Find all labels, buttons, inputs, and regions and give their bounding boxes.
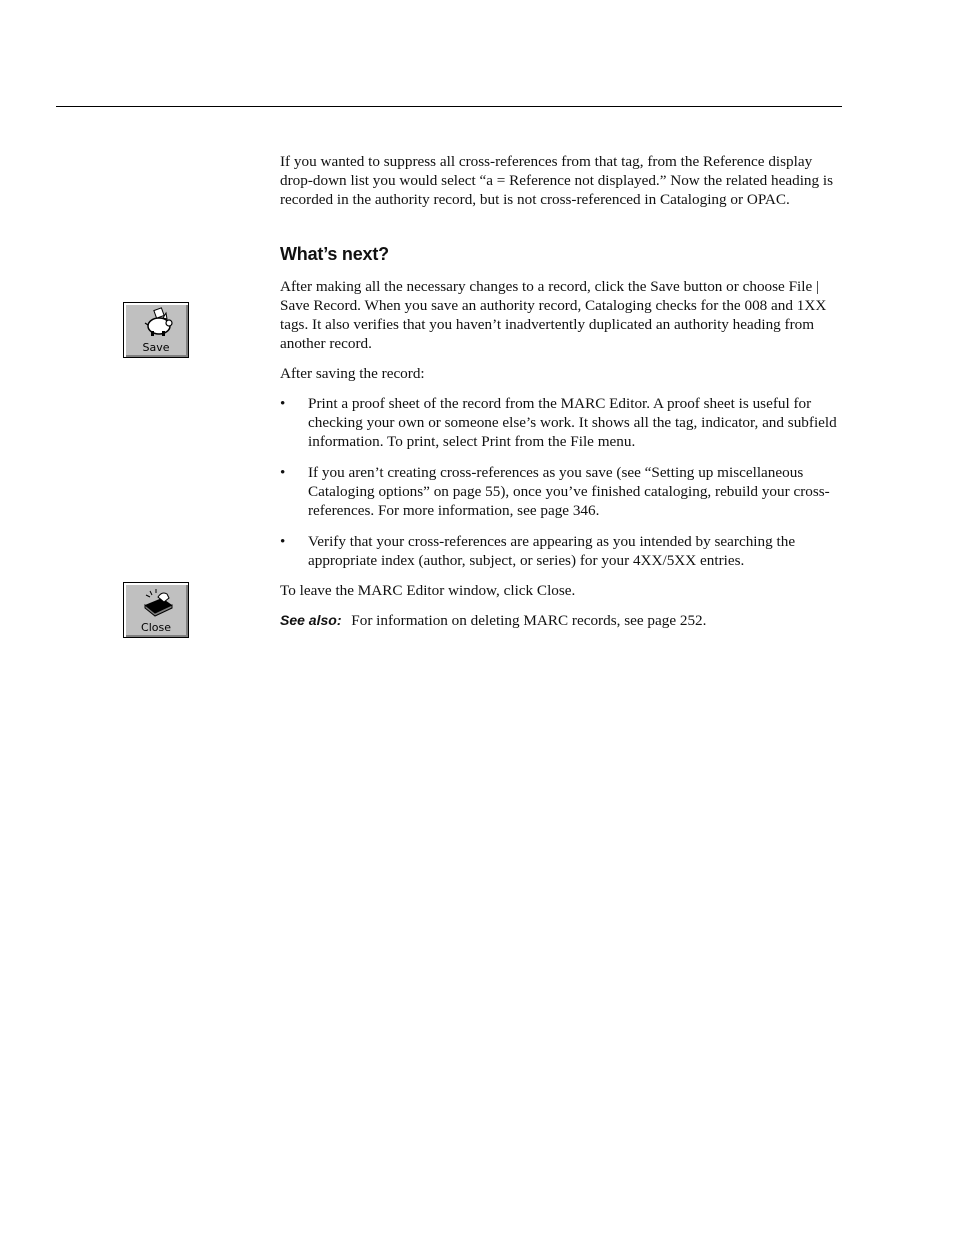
close-button[interactable] [123, 582, 189, 638]
next-steps-list [280, 394, 846, 570]
piggy-bank-icon [140, 307, 176, 339]
close-button-label: Close [141, 621, 171, 634]
list-item [280, 463, 846, 520]
header-rule [56, 106, 842, 107]
save-paragraph: After making all the necessary changes to a record, click the Save button or choose File | Save Record. When you save an authority record, Cataloging checks for the 008 and 1XX tags. It also verifies that you haven’t inadvertently duplicated an authority heading from another record. [280, 278, 827, 352]
intro-paragraph: If you wanted to suppress all cross-references from that tag, from the Reference display drop-down list you would select “a = Reference not displayed.” Now the related heading is recorded in the authority record, but is not cross-referenced in Cataloging or OPAC. [280, 153, 834, 208]
book-icon [140, 587, 176, 619]
close-paragraph: To leave the MARC Editor window, click Close. [280, 582, 576, 599]
see-also-note [280, 611, 846, 630]
list-item [280, 394, 846, 451]
list-item [280, 532, 846, 570]
save-button-label: Save [142, 341, 170, 354]
save-button[interactable] [123, 302, 189, 358]
bullet-marker: • [280, 533, 286, 550]
bullet-marker: • [280, 464, 286, 481]
list-item-text: Verify that your cross-references are appearing as you intended by searching the appropriate index (author, subject, or series) for your 4XX/5XX entries. [308, 533, 796, 569]
after-saving-paragraph: After saving the record: [280, 365, 425, 382]
see-also-label: See also: [280, 612, 342, 628]
list-item-text: If you aren’t creating cross-references as you save (see “Setting up miscellaneous Cataloging options” on page 55), once you’ve finished cataloging, rebuild your cross-references. For more information, see page 346. [308, 464, 830, 519]
bullet-marker: • [280, 395, 286, 412]
list-item-text: Print a proof sheet of the record from the MARC Editor. A proof sheet is useful for checking your own or someone else’s work. It shows all the tag, indicator, and subfield information. To print, select Print from the File menu. [308, 395, 837, 450]
see-also-text: For information on deleting MARC records, see page 252. [351, 612, 707, 629]
section-heading: What’s next? [280, 244, 389, 264]
main-content [280, 152, 846, 630]
